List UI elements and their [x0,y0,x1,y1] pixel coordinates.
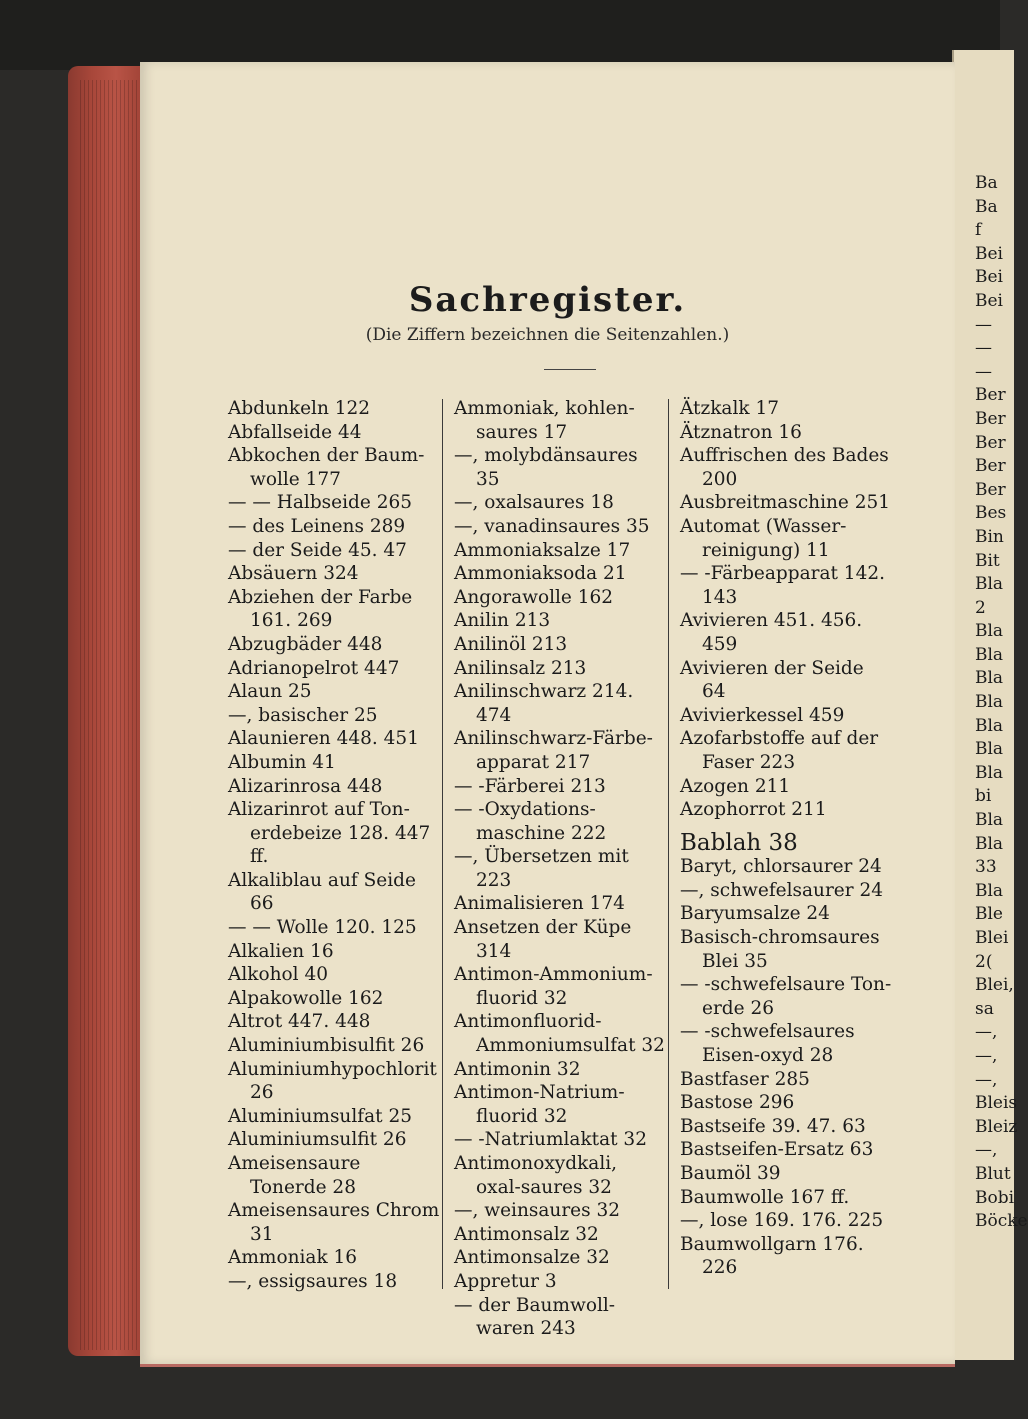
facing-page-fragment: 2( [975,951,993,972]
page-title: Sachregister. [408,280,687,320]
facing-page-fragment: Blei [975,928,1009,948]
index-entry: Alkohol 40 [228,964,329,986]
facing-page-fragment: sa [975,998,994,1019]
index-column-1 [228,397,440,1294]
index-entry: Abkochen der Baum-wolle 177 [228,445,425,490]
index-entry: Alaun 25 [228,681,312,703]
index-entry: Antimonin 32 [454,1058,581,1080]
index-entry: — -Oxydations-maschine 222 [454,799,607,844]
index-entry: Baryumsalze 24 [680,903,830,925]
facing-page-fragment: Bes [975,503,1007,524]
index-entry: Anilinschwarz 214. 474 [454,681,634,726]
index-entry: Aluminiumbisulfit 26 [228,1035,425,1057]
index-entry: — der Baumwoll-waren 243 [454,1294,616,1340]
index-entry: Antimon-Natrium-fluorid 32 [454,1082,625,1127]
facing-page-fragment: Ber [975,432,1006,453]
index-entry: Albumin 41 [228,751,336,773]
index-entry: Abdunkeln 122 [228,398,371,419]
index-entry: Adrianopelrot 447 [228,657,400,679]
index-entry: Antimonsalz 32 [454,1223,599,1245]
facing-page-fragment: — [975,314,992,335]
index-entry: Ansetzen der Küpe 314 [454,917,632,962]
facing-page-fragment: — [975,338,992,359]
facing-page-fragment: Bei [975,243,1003,264]
facing-page-fragment: — [975,361,992,382]
facing-page-fragment: Blut [975,1163,1011,1184]
facing-page-fragment: —, [975,1069,998,1090]
index-entry: Anilin 213 [454,610,551,632]
facing-page-fragment: Ba [975,173,998,193]
facing-page-fragment: Bla [975,739,1004,760]
index-entry: — -schwefelsaure Ton-erde 26 [680,974,892,1019]
facing-page-fragment: Ber [975,456,1006,477]
facing-page-fragment: Bla [975,621,1004,642]
index-entry: Azofarbstoffe auf der Faser 223 [680,728,879,773]
index-entry: Avivierkessel 459 [680,704,845,726]
index-entry: Aluminiumsulfat 25 [228,1105,412,1127]
index-entry: Ammoniaksoda 21 [454,563,627,585]
facing-page-fragment: Bla [975,644,1004,665]
index-entry: Ammoniak, kohlen-saures 17 [454,398,635,443]
index-entry: Azophorrot 211 [680,799,827,821]
index-entry: — — Halbseide 265 [228,492,413,514]
index-entry: Alizarinrosa 448 [228,775,383,797]
index-entry: Aluminiumhypochlorit 26 [228,1058,437,1104]
index-column-2 [454,397,666,1341]
facing-page-fragment: Blei, [975,975,1014,996]
index-entry: — -Färberei 213 [454,775,606,797]
index-entry: —, weinsaures 32 [454,1200,621,1222]
facing-page-fragment: f [975,220,982,241]
index-page [140,62,955,1367]
index-entry: —, Übersetzen mit 223 [454,846,629,891]
index-entry: Baumwollgarn 176. 226 [680,1233,864,1279]
index-entry: Antimonsalze 32 [454,1247,610,1269]
index-entry: Ätznatron 16 [680,421,802,443]
facing-page-fragment: Bei [975,290,1003,311]
background-top [0,0,1000,70]
index-entry: Bastseifen-Ersatz 63 [680,1139,874,1161]
index-entry: Abziehen der Farbe 161. 269 [228,586,413,632]
index-entry: Bablah 38 [680,829,798,856]
index-entry: —, schwefelsaurer 24 [680,879,884,901]
facing-page-fragment: Bin [975,526,1004,547]
index-entry: Bastose 296 [680,1092,795,1114]
index-entry: Alaunieren 448. 451 [228,728,419,750]
index-entry: Ausbreitmaschine 251 [680,492,891,514]
facing-page-fragment: Bla [975,810,1004,831]
index-entry: Ameisensaure Tonerde 28 [228,1153,361,1198]
facing-page-fragment: Bla [975,692,1004,713]
facing-page-fragment: Bla [975,715,1004,736]
index-entry: Absäuern 324 [228,563,359,585]
facing-page-fragment: Ber [975,385,1006,406]
index-entry: — der Seide 45. 47 [228,539,407,561]
index-entry: — -Natriumlaktat 32 [454,1129,647,1151]
facing-page-fragment: Bla [975,880,1004,901]
index-entry: Anilinsalz 213 [454,657,587,679]
facing-page-fragment: Bleiz [975,1116,1018,1137]
index-entry: Antimon-Ammonium-fluorid 32 [454,964,653,1009]
index-entry: Angorawolle 162 [454,586,614,608]
index-entry: —, lose 169. 176. 225 [680,1210,884,1232]
index-entry: Anilinöl 213 [454,633,568,655]
facing-page-fragment: Ble [975,904,1003,925]
index-entry: Aluminiumsulfit 26 [228,1129,407,1151]
facing-page-fragment: 33 [975,857,997,878]
index-entry: Baumöl 39 [680,1163,781,1184]
index-entry: Bastseife 39. 47. 63 [680,1115,866,1137]
facing-page-fragment: Bla [975,668,1004,689]
index-entry: Bastfaser 285 [680,1068,810,1090]
facing-page-fragment: Bobi [975,1187,1015,1208]
facing-page-fragment: Ba [975,196,998,217]
facing-page-fragment: —, [975,1140,998,1161]
facing-page-fragment: —, [975,1022,998,1043]
index-entry: —, oxalsaures 18 [454,492,614,514]
index-entry: Abzugbäder 448 [228,633,383,655]
index-entry: — — Wolle 120. 125 [228,917,417,939]
index-entry: — -schwefelsaures Eisen-oxyd 28 [680,1021,855,1067]
index-entry: Animalisieren 174 [454,893,625,915]
facing-page-text [975,172,1028,1234]
index-entry: Alpakowolle 162 [228,987,384,1009]
facing-page-fragment: Bei [975,267,1003,288]
column-divider [668,399,669,1289]
index-entry: — -Färbeapparat 142. 143 [680,563,885,608]
index-entry: —, basischer 25 [228,704,378,726]
index-entry: Baryt, chlorsaurer 24 [680,856,882,878]
index-entry: Alkaliblau auf Seide 66 [228,869,416,915]
index-entry: Ammoniaksalze 17 [454,539,631,561]
index-entry: Antimonfluorid-Ammoniumsulfat 32 [454,1011,665,1057]
index-entry: Anilinschwarz-Färbe-apparat 217 [454,728,653,773]
facing-page-fragment: Bit [975,550,1000,571]
page-subtitle: (Die Ziffern bezeichnen die Seitenzahlen.) [365,325,730,345]
facing-page-fragment: 2 [975,597,986,618]
title-rule [544,369,596,370]
index-entry: — des Leinens 289 [228,515,406,537]
index-entry: —, essigsaures 18 [228,1270,398,1292]
index-entry: —, molybdänsaures 35 [454,445,638,490]
facing-page-fragment: bi [975,786,992,807]
index-entry: Ameisensaures Chrom 31 [228,1200,440,1245]
column-divider [442,399,443,1289]
index-entry: Ammoniak 16 [228,1247,358,1269]
index-entry: Appretur 3 [454,1270,557,1292]
facing-page-fragment: Böcke [975,1211,1028,1232]
facing-page-fragment: —, [975,1045,998,1066]
facing-page-fragment: Ber [975,479,1006,500]
index-entry: Alkalien 16 [228,940,334,962]
index-entry: Antimonoxydkali, oxal-saures 32 [454,1153,618,1198]
index-entry: Automat (Wasser-reinigung) 11 [680,515,847,561]
facing-page-fragment: Bla [975,833,1004,854]
index-entry: Ätzkalk 17 [680,398,780,419]
index-entry: Basisch-chromsaures Blei 35 [680,927,880,972]
index-entry: Avivieren 451. 456. 459 [680,610,863,655]
facing-page-fragment: Ber [975,408,1006,429]
index-entry: Baumwolle 167 ff. [680,1186,850,1208]
index-entry: Alizarinrot auf Ton-erdebeize 128. 447 ff. [228,799,431,868]
index-entry: Azogen 211 [680,775,791,797]
facing-page-fragment: Bla [975,762,1004,783]
index-entry: Abfallseide 44 [228,421,362,443]
index-entry: Avivieren der Seide 64 [680,657,864,703]
index-entry: Altrot 447. 448 [228,1011,371,1033]
index-column-3 [680,397,892,1280]
facing-page-fragment: Bla [975,574,1004,595]
facing-page-fragment: Bleis [975,1093,1018,1114]
book-edge-lines [80,80,140,1350]
index-entry: Auffrischen des Bades 200 [680,445,889,490]
index-entry: —, vanadinsaures 35 [454,515,650,537]
